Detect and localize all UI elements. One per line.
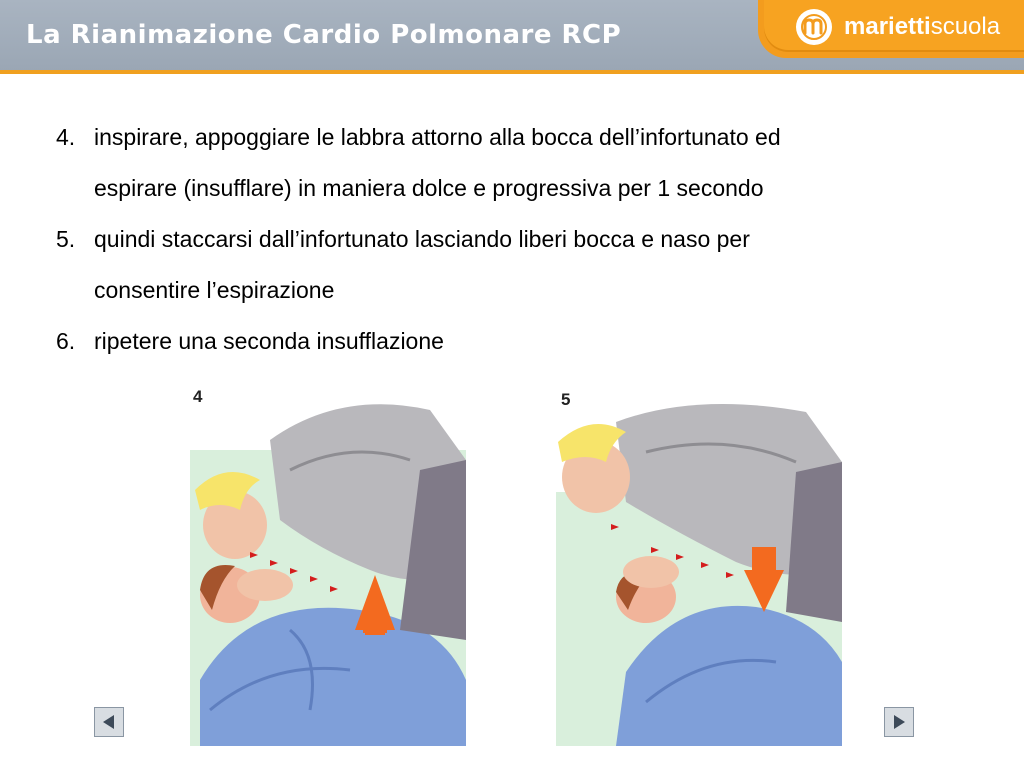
step-number: 6. bbox=[56, 328, 76, 354]
triangle-left-icon bbox=[100, 713, 118, 731]
step-text: quindi staccarsi dall’infortunato lasciando liberi bocca e naso per consentire l’espirazione bbox=[94, 226, 750, 303]
step-number: 4. bbox=[56, 124, 76, 150]
triangle-right-icon bbox=[890, 713, 908, 731]
publisher-logo bbox=[758, 0, 1024, 58]
illustration-label: 4 bbox=[193, 387, 203, 406]
cpr-illustration-breathing-in bbox=[190, 380, 466, 746]
cpr-illustration-breathing-out bbox=[556, 382, 842, 746]
step-text: inspirare, appoggiare le labbra attorno alla bocca dell’infortunato ed espirare (insufflare) in maniera dolce e progressiva per 1 secondo bbox=[94, 124, 781, 201]
step-text: ripetere una seconda insufflazione bbox=[94, 328, 444, 354]
logo-wordmark: mariettiscuola bbox=[844, 13, 1001, 40]
list-item bbox=[56, 214, 976, 316]
header-divider bbox=[0, 70, 1024, 74]
previous-slide-button[interactable] bbox=[94, 707, 124, 737]
next-slide-button[interactable] bbox=[884, 707, 914, 737]
list-item bbox=[56, 316, 976, 367]
step-number: 5. bbox=[56, 226, 76, 252]
marietti-logo-icon bbox=[796, 9, 832, 45]
slide-title: La Rianimazione Cardio Polmonare RCP bbox=[26, 20, 622, 50]
illustration-label: 5 bbox=[561, 390, 571, 409]
steps-list bbox=[56, 112, 976, 367]
list-item bbox=[56, 112, 976, 214]
